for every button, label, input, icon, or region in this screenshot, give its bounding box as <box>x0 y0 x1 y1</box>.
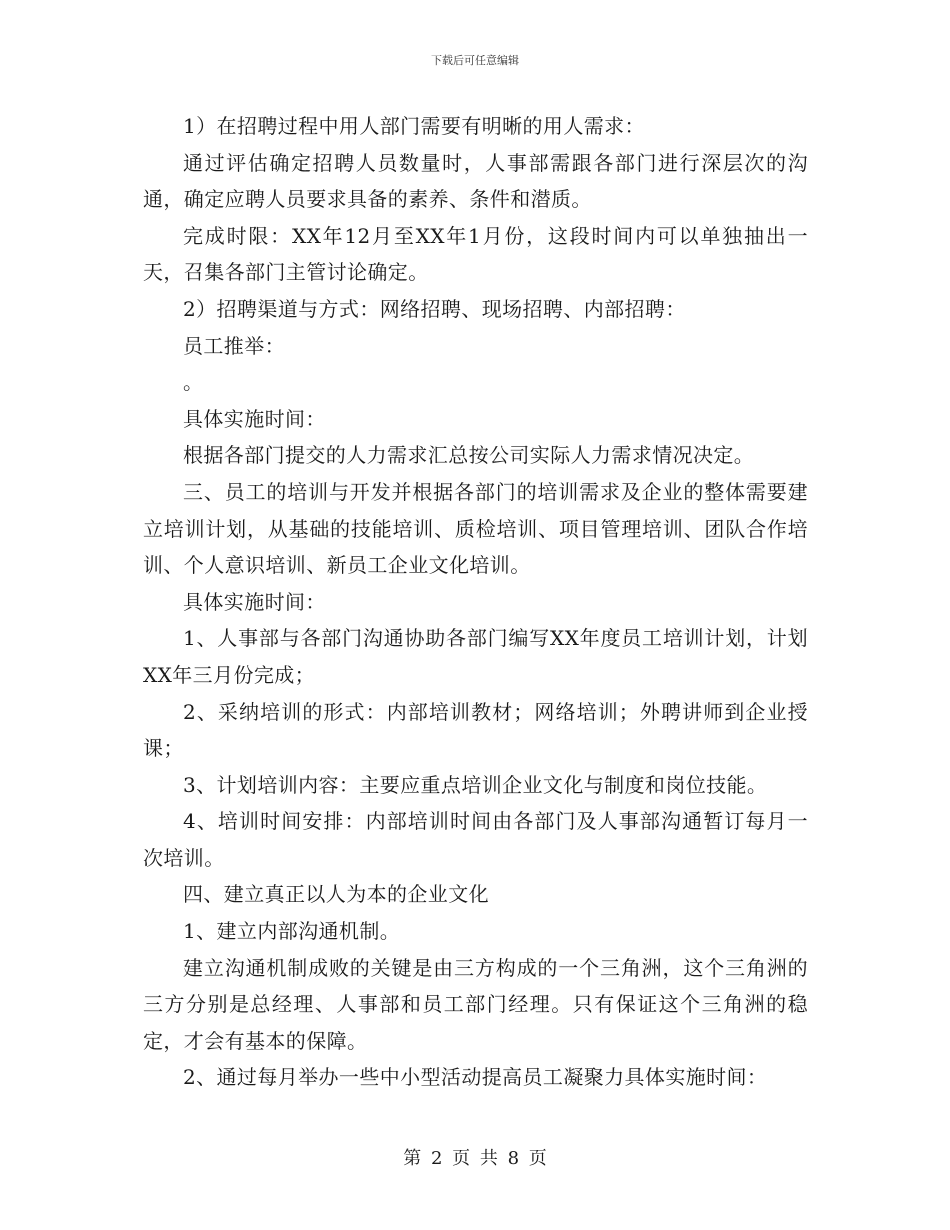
paragraph: 2、通过每月举办一些中小型活动提高员工凝聚力具体实施时间： <box>183 1065 768 1090</box>
paragraph: 1）在招聘过程中用人部门需要有明晰的用人需求： <box>183 114 645 138</box>
document-body <box>143 108 808 1096</box>
paragraph: 员工推举： <box>183 333 285 358</box>
paragraph: 建立沟通机制成败的关键是由三方构成的一个三角洲，这个三角洲的三方分别是总经理、人事部和员工部门经理。只有保证这个三角洲的稳定，才会有基本的保障。 <box>143 955 808 1053</box>
paragraph: 2、采纳培训的形式：内部培训教材；网络培训；外聘讲师到企业授课； <box>143 699 808 761</box>
paragraph: 2）招聘渠道与方式：网络招聘、现场招聘、内部招聘： <box>183 296 686 321</box>
page-footer: 第 2 页 共 8 页 <box>403 1148 547 1169</box>
paragraph: 根据各部门提交的人力需求汇总按公司实际人力需求情况决定。 <box>183 443 755 468</box>
paragraph: 通过评估确定招聘人员数量时，人事部需跟各部门进行深层次的沟通，确定应聘人员要求具备的素养、条件和潜质。 <box>143 150 808 212</box>
paragraph: 四、建立真正以人为本的企业文化 <box>183 882 489 907</box>
paragraph: 3、计划培训内容：主要应重点培训企业文化与制度和岗位技能。 <box>183 772 768 797</box>
paragraph: 完成时限：XX年12月至XX年1月份，这段时间内可以单独抽出一天，召集各部门主管讨论确定。 <box>143 223 808 285</box>
paragraph: 1、人事部与各部门沟通协助各部门编写XX年度员工培训计划，计划XX年三月份完成； <box>143 626 808 687</box>
paragraph: 具体实施时间： <box>183 589 326 614</box>
paragraph: 。 <box>183 370 204 395</box>
paragraph: 4、培训时间安排：内部培训时间由各部门及人事部沟通暂订每月一次培训。 <box>143 809 808 870</box>
paragraph: 三、员工的培训与开发并根据各部门的培训需求及企业的整体需要建立培训计划，从基础的技能培训、质检培训、项目管理培训、团队合作培训、个人意识培训、新员工企业文化培训。 <box>143 479 808 578</box>
paragraph: 具体实施时间： <box>183 406 326 431</box>
paragraph: 1、建立内部沟通机制。 <box>183 919 401 944</box>
page-header: 下载后可任意编辑 <box>431 54 519 67</box>
